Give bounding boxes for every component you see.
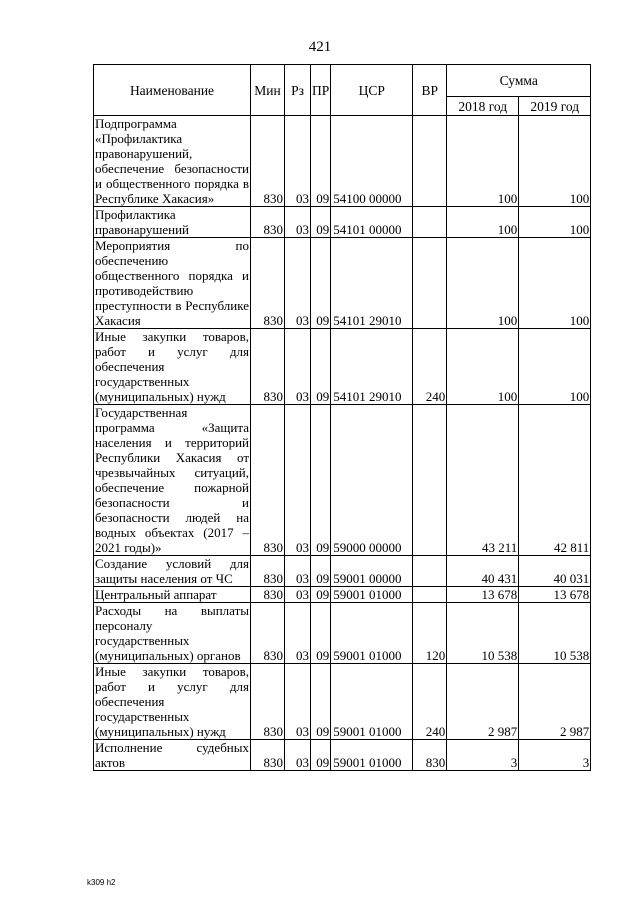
row-min: 830 <box>251 664 285 740</box>
table-row <box>94 556 591 587</box>
row-rz: 03 <box>285 664 311 740</box>
row-sum-2019: 40 031 <box>519 556 591 587</box>
row-sum-2019: 42 811 <box>519 405 591 556</box>
header-csr: ЦСР <box>331 65 413 116</box>
header-name: Наименование <box>94 65 251 116</box>
row-rz: 03 <box>285 740 311 771</box>
row-pr: 09 <box>311 603 331 664</box>
row-csr: 59001 01000 <box>331 603 413 664</box>
row-pr: 09 <box>311 238 331 329</box>
row-csr: 59001 01000 <box>331 664 413 740</box>
row-pr: 09 <box>311 405 331 556</box>
row-min: 830 <box>251 405 285 556</box>
row-min: 830 <box>251 587 285 603</box>
row-csr: 59000 00000 <box>331 405 413 556</box>
row-vr <box>413 238 447 329</box>
header-rz: Рз <box>285 65 311 116</box>
row-sum-2019: 100 <box>519 207 591 238</box>
row-sum-2018: 100 <box>447 207 519 238</box>
header-year-2018: 2018 год <box>447 97 519 116</box>
row-sum-2019: 100 <box>519 238 591 329</box>
table-row <box>94 329 591 405</box>
row-sum-2018: 100 <box>447 329 519 405</box>
row-name: Иные закупки товаров, работ и услуг для обеспечения государственных (муниципальных) нужд <box>95 664 249 739</box>
row-pr: 09 <box>311 556 331 587</box>
row-rz: 03 <box>285 116 311 207</box>
row-min: 830 <box>251 116 285 207</box>
row-sum-2019: 2 987 <box>519 664 591 740</box>
row-name: Мероприятия по обеспечению общественного порядка и противодействию преступности в Республике Хакасия <box>95 238 249 328</box>
row-min: 830 <box>251 740 285 771</box>
table-row <box>94 587 591 603</box>
footer-code: k309 h2 <box>87 878 116 887</box>
row-rz: 03 <box>285 603 311 664</box>
budget-table <box>93 64 591 771</box>
row-sum-2018: 43 211 <box>447 405 519 556</box>
header-sum: Сумма <box>447 65 591 97</box>
row-pr: 09 <box>311 116 331 207</box>
row-csr: 59001 01000 <box>331 740 413 771</box>
row-name: Центральный аппарат <box>94 587 251 603</box>
row-csr: 59001 01000 <box>331 587 413 603</box>
row-min: 830 <box>251 556 285 587</box>
row-name: Исполнение судебных актов <box>95 740 249 770</box>
row-sum-2019: 13 678 <box>519 587 591 603</box>
table-row <box>94 116 591 207</box>
row-pr: 09 <box>311 207 331 238</box>
row-rz: 03 <box>285 329 311 405</box>
table-row <box>94 405 591 556</box>
row-vr <box>413 405 447 556</box>
row-rz: 03 <box>285 207 311 238</box>
row-sum-2019: 100 <box>519 329 591 405</box>
header-year-2019: 2019 год <box>519 97 591 116</box>
header-pr: ПР <box>311 65 331 116</box>
row-csr: 54101 00000 <box>331 207 413 238</box>
row-rz: 03 <box>285 556 311 587</box>
row-rz: 03 <box>285 405 311 556</box>
row-name: Иные закупки товаров, работ и услуг для обеспечения государственных (муниципальных) нужд <box>95 329 249 404</box>
row-name: Профилактика правонарушений <box>94 207 251 238</box>
row-sum-2018: 2 987 <box>447 664 519 740</box>
row-name: Государственная программа «Защита населения и территорий Республики Хакасия от чрезвычайных ситуаций, обеспечение пожарной безопасности и безопасности людей на водных объектах (2017 – 2021 годы)» <box>95 405 249 555</box>
table-row <box>94 603 591 664</box>
row-csr: 54101 29010 <box>331 329 413 405</box>
row-vr <box>413 207 447 238</box>
row-sum-2019: 100 <box>519 116 591 207</box>
header-min: Мин <box>251 65 285 116</box>
row-sum-2019: 3 <box>519 740 591 771</box>
row-min: 830 <box>251 329 285 405</box>
row-sum-2018: 40 431 <box>447 556 519 587</box>
row-rz: 03 <box>285 238 311 329</box>
row-vr: 240 <box>413 329 447 405</box>
row-vr: 120 <box>413 603 447 664</box>
table-row <box>94 207 591 238</box>
table-row <box>94 664 591 740</box>
row-sum-2018: 10 538 <box>447 603 519 664</box>
row-csr: 54100 00000 <box>331 116 413 207</box>
row-vr: 240 <box>413 664 447 740</box>
row-sum-2018: 3 <box>447 740 519 771</box>
row-sum-2018: 13 678 <box>447 587 519 603</box>
row-sum-2018: 100 <box>447 238 519 329</box>
row-name: Подпрограмма «Профилактика правонарушений, обеспечение безопасности и общественного порядка в Республике Хакасия» <box>95 116 249 206</box>
row-min: 830 <box>251 238 285 329</box>
row-vr <box>413 587 447 603</box>
row-pr: 09 <box>311 664 331 740</box>
row-sum-2018: 100 <box>447 116 519 207</box>
header-vr: ВР <box>413 65 447 116</box>
table-row <box>94 238 591 329</box>
row-pr: 09 <box>311 329 331 405</box>
row-min: 830 <box>251 207 285 238</box>
row-name: Создание условий для защиты населения от ЧС <box>95 556 249 586</box>
table-row <box>94 740 591 771</box>
row-vr <box>413 116 447 207</box>
row-csr: 54101 29010 <box>331 238 413 329</box>
row-min: 830 <box>251 603 285 664</box>
row-pr: 09 <box>311 587 331 603</box>
row-pr: 09 <box>311 740 331 771</box>
row-sum-2019: 10 538 <box>519 603 591 664</box>
row-vr: 830 <box>413 740 447 771</box>
page-number: 421 <box>308 39 332 55</box>
row-vr <box>413 556 447 587</box>
row-csr: 59001 00000 <box>331 556 413 587</box>
row-rz: 03 <box>285 587 311 603</box>
row-name: Расходы на выплаты персоналу государственных (муниципальных) органов <box>95 603 249 663</box>
